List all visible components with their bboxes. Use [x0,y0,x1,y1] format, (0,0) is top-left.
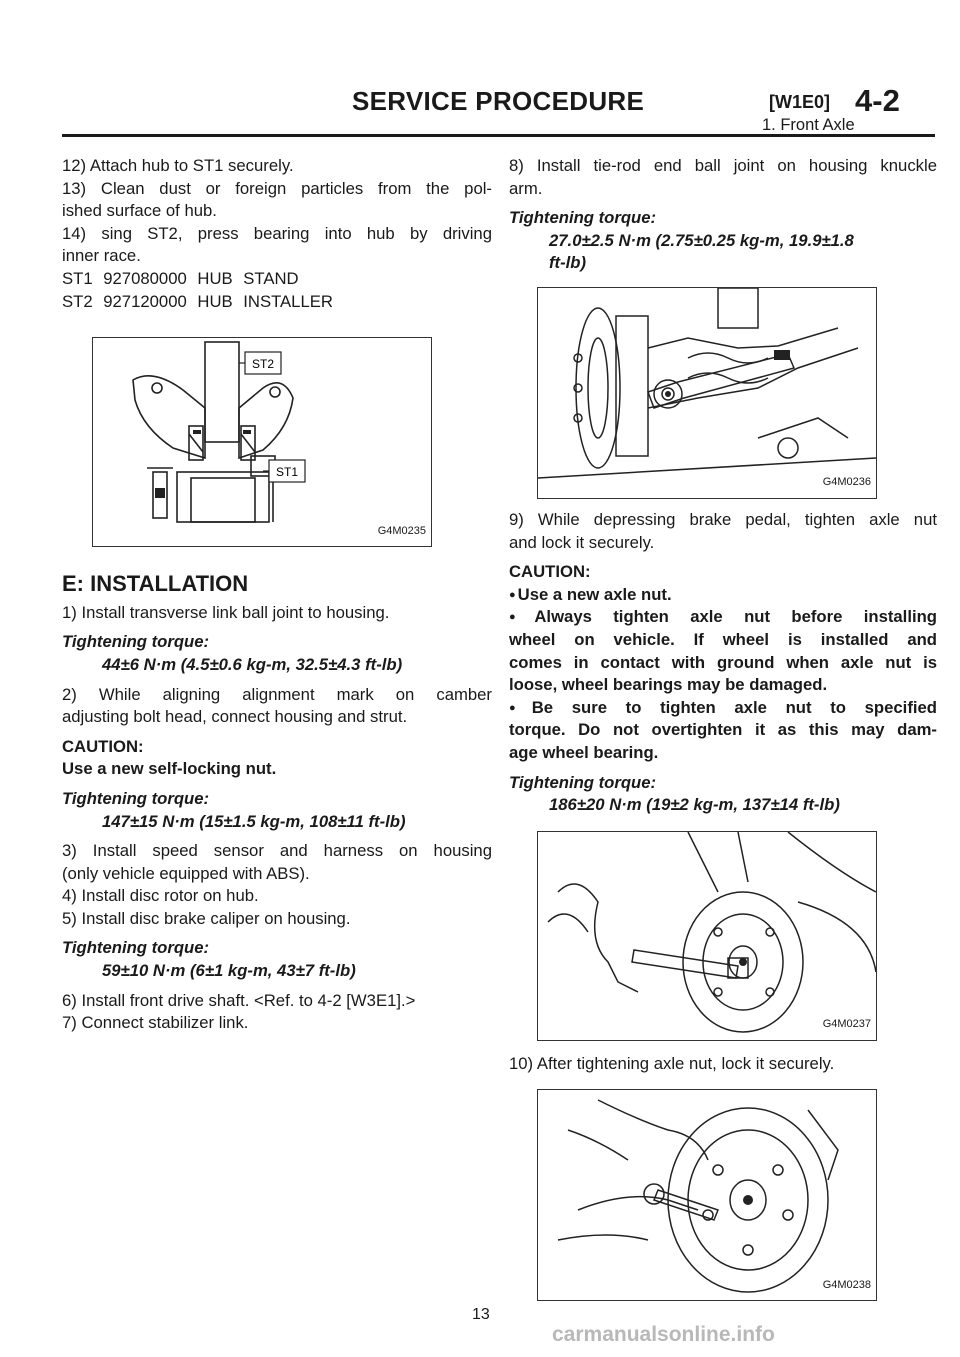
torque-label: Tightening torque: [62,788,210,808]
figure-lock-nut [537,1089,877,1301]
install-step-6: 6) Install front drive shaft. <Ref. to 4-2 [W3E1].> [62,990,416,1010]
lock-nut-illustration [538,1090,876,1300]
torque-value-line2: ft-lb) [549,253,587,273]
axle-nut-illustration [538,832,876,1040]
page-number: 13 [472,1306,490,1323]
tool-st1: ST1 927080000 HUB STAND [62,268,299,288]
install-step-7: 7) Connect stabilizer link. [62,1013,249,1033]
caution-bullet-2-line3: comes in contact with ground when axle nut is [509,652,937,672]
install-step-9-line1: 9) While depressing brake pedal, tighten axle nut [509,509,937,529]
step-14-line2: inner race. [62,246,141,266]
tie-rod-illustration [538,288,876,498]
caution-bullet-2-line4: loose, wheel bearings may be damaged. [509,675,828,695]
figure-tie-rod [537,287,877,499]
torque-label: Tightening torque: [62,938,210,958]
step-13-line1: 13) Clean dust or foreign particles from the pol- [62,178,492,198]
figure-hub-press [92,337,432,547]
install-step-5: 5) Install disc brake caliper on housing. [62,908,351,928]
left-column [62,155,492,1035]
step-14-line1: 14) sing ST2, press bearing into hub by driving [62,223,492,243]
torque-value: 186±20 N·m (19±2 kg-m, 137±14 ft-lb) [549,795,840,815]
step-12: 12) Attach hub to ST1 securely. [62,156,294,175]
caution-bullet-2-line1: ● Always tighten axle nut before installing [509,606,937,629]
torque-value: 59±10 N·m (6±1 kg-m, 43±7 ft-lb) [102,961,356,981]
torque-value-line1: 27.0±2.5 N·m (2.75±0.25 kg-m, 19.9±1.8 [549,230,854,250]
tool-st2: ST2 927120000 HUB INSTALLER [62,291,333,311]
install-step-2-line2: adjusting bolt head, connect housing and strut. [62,707,408,727]
figure-caption: G4M0238 [822,1278,871,1291]
install-step-9-line2: and lock it securely. [509,532,655,552]
figure-caption: G4M0237 [822,1018,871,1031]
page-subtitle: 1. Front Axle [762,116,855,134]
label-st2: ST2 [251,357,275,372]
install-step-4: 4) Install disc rotor on hub. [62,886,259,906]
caution-bullet-1: ● Use a new axle nut. [509,584,937,607]
torque-value: 44±6 N·m (4.5±0.6 kg-m, 32.5±4.3 ft-lb) [102,654,403,674]
torque-label: Tightening torque: [62,632,210,652]
caution-label: CAUTION: [509,562,591,582]
torque-value: 147±15 N·m (15±1.5 kg-m, 108±11 ft-lb) [102,811,406,831]
caution-text: Use a new self-locking nut. [62,759,277,779]
install-step-8-line1: 8) Install tie-rod end ball joint on housing knuckle [509,156,937,175]
caution-bullet-3-line2: torque. Do not overtighten it as this may dam- [509,720,937,740]
figure-caption: G4M0236 [822,476,871,489]
section-number: 4-2 [855,83,900,118]
install-step-10: 10) After tightening axle nut, lock it securely. [509,1053,835,1073]
caution-bullet-3-line1: ● Be sure to tighten axle nut to specified [509,697,937,720]
page-title: SERVICE PROCEDURE [352,86,645,116]
figure-axle-nut-tighten [537,831,877,1041]
install-step-2-line1: 2) While aligning alignment mark on camber [62,684,492,704]
page-code: [W1E0] [769,92,831,112]
watermark: carmanualsonline.info [552,1323,775,1346]
install-step-3-line1: 3) Install speed sensor and harness on housing [62,841,492,861]
torque-label: Tightening torque: [509,208,657,228]
header-rule [62,134,935,137]
step-13-line2: ished surface of hub. [62,201,217,221]
install-step-3-line2: (only vehicle equipped with ABS). [62,863,310,883]
section-heading: E: INSTALLATION [62,571,249,597]
caution-bullet-3-line3: age wheel bearing. [509,742,659,762]
hub-press-illustration [93,338,431,546]
install-step-8-line2: arm. [509,178,543,198]
label-st1: ST1 [275,465,299,480]
torque-label: Tightening torque: [509,772,657,792]
caution-bullet-2-line2: wheel on vehicle. If wheel is installed and [509,629,937,649]
figure-caption: G4M0235 [377,524,426,537]
install-step-1: 1) Install transverse link ball joint to housing. [62,602,390,622]
caution-label: CAUTION: [62,736,144,756]
right-column [509,155,937,1301]
